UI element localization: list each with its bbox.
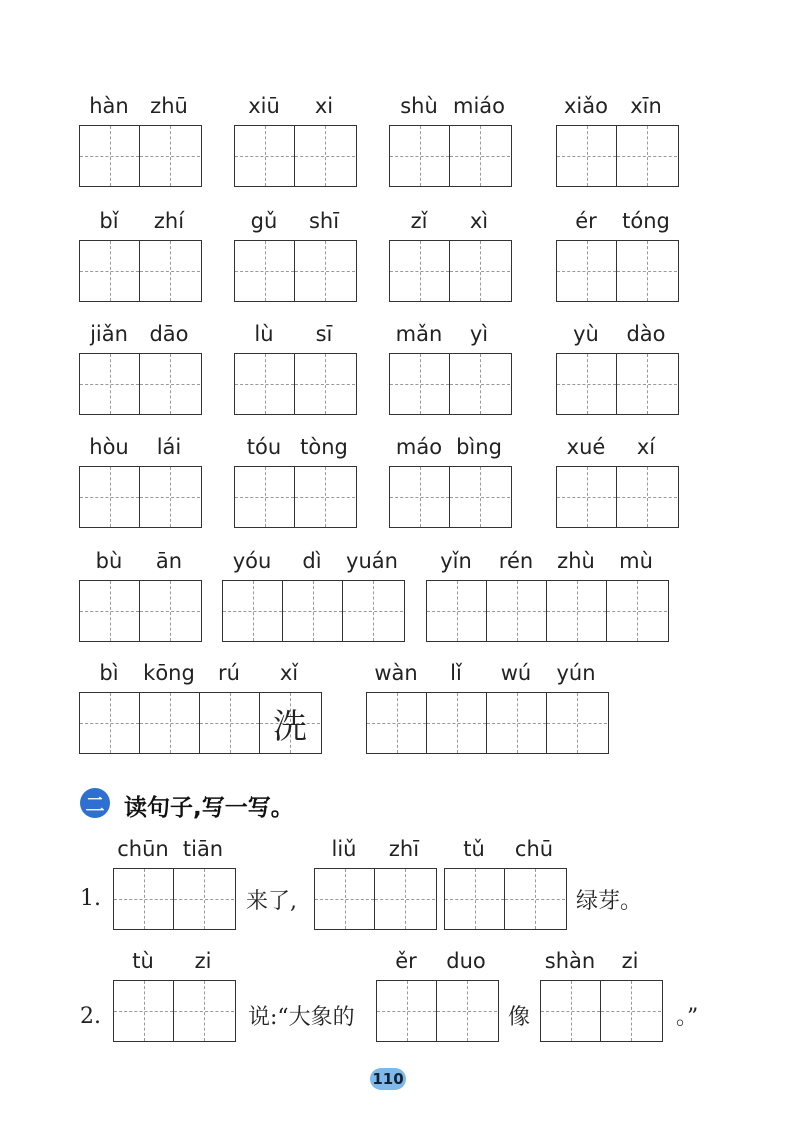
pinyin-label: yù	[573, 322, 599, 346]
cell-character	[223, 581, 282, 641]
pinyin-label: yún	[556, 661, 596, 685]
writing-cell[interactable]	[450, 467, 510, 527]
word-box-group	[389, 125, 512, 187]
cell-character	[450, 126, 510, 186]
pinyin-label: xǐ	[279, 661, 299, 685]
sentence-number: 2.	[80, 1004, 101, 1029]
cell-character	[557, 467, 616, 527]
writing-cell[interactable]	[445, 869, 505, 929]
pinyin-label: lǐ	[450, 661, 462, 685]
pinyin-label: rú	[218, 661, 240, 685]
writing-cell[interactable]	[367, 693, 427, 753]
word-box-group	[234, 466, 357, 528]
word-box-group	[79, 692, 322, 754]
section-number: 二	[85, 793, 105, 816]
cell-character	[283, 581, 342, 641]
cell-character	[390, 126, 449, 186]
writing-cell[interactable]	[557, 126, 617, 186]
writing-cell[interactable]	[343, 581, 403, 641]
cell-character	[557, 126, 616, 186]
pinyin-label: lái	[156, 435, 182, 459]
cell-character	[140, 126, 200, 186]
pinyin-label: tiān	[182, 837, 224, 861]
cell-character	[487, 693, 546, 753]
pinyin-label: yóu	[232, 549, 272, 573]
pinyin-label: duo	[446, 949, 486, 973]
cell-character	[140, 467, 200, 527]
cell-character	[427, 581, 486, 641]
writing-cell[interactable]	[295, 354, 355, 414]
writing-cell[interactable]	[450, 354, 510, 414]
writing-cell[interactable]	[377, 981, 437, 1041]
writing-cell[interactable]	[295, 467, 355, 527]
pinyin-label: wú	[500, 661, 532, 685]
cell-character	[140, 241, 200, 301]
writing-cell[interactable]	[114, 981, 174, 1041]
writing-cell[interactable]	[140, 581, 200, 641]
pinyin-label: chū	[514, 837, 554, 861]
word-box-group	[556, 125, 679, 187]
pinyin-label: chūn	[117, 837, 169, 861]
pinyin-label: bìng	[456, 435, 502, 459]
writing-cell[interactable]	[295, 126, 355, 186]
cell-character	[547, 693, 607, 753]
pinyin-label: hòu	[89, 435, 129, 459]
sentence-box-group	[376, 980, 499, 1042]
writing-cell[interactable]	[260, 693, 320, 753]
pinyin-label: bì	[99, 661, 119, 685]
cell-character	[80, 693, 139, 753]
word-box-group	[79, 240, 202, 302]
pinyin-label: bù	[95, 549, 123, 573]
writing-cell[interactable]	[450, 126, 510, 186]
pinyin-label: zi	[194, 949, 212, 973]
pinyin-label: máo	[395, 435, 443, 459]
cell-character	[367, 693, 426, 753]
sentence-text: 。”	[676, 1005, 699, 1030]
cell-character	[295, 126, 355, 186]
writing-cell[interactable]	[80, 126, 140, 186]
writing-cell[interactable]	[487, 693, 547, 753]
pinyin-label: zhí	[153, 209, 185, 233]
writing-cell[interactable]	[80, 581, 140, 641]
cell-character	[140, 693, 199, 753]
writing-cell[interactable]	[505, 869, 565, 929]
sentence-text: 来了,	[246, 889, 297, 914]
cell-character	[607, 581, 667, 641]
word-box-group	[79, 580, 202, 642]
writing-cell[interactable]	[390, 241, 450, 301]
word-box-group	[556, 240, 679, 302]
word-box-group	[556, 466, 679, 528]
word-box-group	[426, 580, 669, 642]
writing-cell[interactable]	[315, 869, 375, 929]
pinyin-label: yuán	[346, 549, 398, 573]
cell-character	[295, 467, 355, 527]
cell-character	[140, 354, 200, 414]
pinyin-label: shàn	[544, 949, 596, 973]
writing-cell[interactable]	[450, 241, 510, 301]
pinyin-label: liǔ	[331, 837, 357, 861]
word-box-group	[79, 353, 202, 415]
word-box-group	[234, 353, 357, 415]
pinyin-label: zhū	[150, 94, 188, 118]
cell-character	[617, 126, 677, 186]
word-box-group	[79, 466, 202, 528]
pinyin-label: miáo	[452, 94, 505, 118]
sentence-text: 像	[508, 1005, 531, 1030]
pinyin-label: shù	[400, 94, 438, 118]
pinyin-label: mǎn	[395, 322, 443, 346]
writing-cell[interactable]	[174, 869, 234, 929]
writing-cell[interactable]	[114, 869, 174, 929]
writing-cell[interactable]	[80, 467, 140, 527]
word-box-group	[79, 125, 202, 187]
word-box-group	[556, 353, 679, 415]
writing-cell[interactable]	[390, 354, 450, 414]
pinyin-label: dì	[302, 549, 322, 573]
writing-cell[interactable]	[547, 581, 607, 641]
writing-cell[interactable]	[427, 693, 487, 753]
writing-cell[interactable]	[140, 126, 200, 186]
sentence-box-group	[113, 868, 236, 930]
cell-character	[390, 354, 449, 414]
word-box-group	[389, 466, 512, 528]
sentence-text: 绿芽。	[576, 889, 643, 914]
pinyin-label: yǐn	[440, 549, 472, 573]
writing-cell[interactable]	[547, 693, 607, 753]
writing-cell[interactable]	[235, 354, 295, 414]
word-box-group	[389, 353, 512, 415]
pinyin-label: lù	[254, 322, 274, 346]
writing-cell[interactable]	[140, 693, 200, 753]
writing-cell[interactable]	[607, 581, 667, 641]
writing-cell[interactable]	[617, 241, 677, 301]
cell-character	[427, 693, 486, 753]
cell-character	[235, 241, 294, 301]
writing-cell[interactable]	[541, 981, 601, 1041]
pinyin-label: gǔ	[250, 209, 278, 233]
cell-character	[450, 241, 510, 301]
pinyin-label: tù	[132, 949, 154, 973]
pinyin-label: jiǎn	[90, 322, 128, 346]
cell-character	[140, 581, 200, 641]
pinyin-label: kōng	[143, 661, 195, 685]
pinyin-label: mù	[619, 549, 653, 573]
writing-cell[interactable]	[375, 869, 435, 929]
writing-cell[interactable]	[223, 581, 283, 641]
pinyin-label: xué	[566, 435, 606, 459]
pinyin-label: rén	[498, 549, 534, 573]
writing-cell[interactable]	[174, 981, 234, 1041]
writing-cell[interactable]	[235, 126, 295, 186]
page-number: 110	[370, 1068, 406, 1090]
pinyin-label: zi	[621, 949, 639, 973]
cell-character	[235, 467, 294, 527]
pinyin-label: wàn	[374, 661, 418, 685]
pinyin-label: xì	[469, 209, 489, 233]
writing-cell[interactable]	[200, 693, 260, 753]
word-box-group	[234, 125, 357, 187]
word-box-group	[366, 692, 609, 754]
cell-character	[450, 467, 510, 527]
writing-cell[interactable]	[140, 241, 200, 301]
section-number-badge	[80, 788, 110, 818]
writing-cell[interactable]	[235, 467, 295, 527]
pinyin-label: tòng	[300, 435, 348, 459]
sentence-box-group	[540, 980, 663, 1042]
pinyin-label: xí	[636, 435, 656, 459]
pinyin-label: tóng	[622, 209, 670, 233]
section-title: 读句子,写一写。	[124, 795, 294, 821]
writing-cell[interactable]	[617, 467, 677, 527]
pinyin-label: ān	[155, 549, 183, 573]
pinyin-label: zǐ	[410, 209, 428, 233]
writing-cell[interactable]	[617, 354, 677, 414]
word-box-group	[234, 240, 357, 302]
pinyin-label: xīn	[630, 94, 662, 118]
cell-character	[390, 241, 449, 301]
cell-character	[235, 126, 294, 186]
pinyin-label: dāo	[149, 322, 189, 346]
sentence-number: 1.	[80, 886, 101, 911]
writing-cell[interactable]	[617, 126, 677, 186]
writing-cell[interactable]	[437, 981, 497, 1041]
writing-cell[interactable]	[295, 241, 355, 301]
pinyin-label: xiū	[248, 94, 280, 118]
cell-character	[617, 241, 677, 301]
pinyin-label: shī	[308, 209, 340, 233]
cell-character	[617, 467, 677, 527]
cell-character	[295, 354, 355, 414]
pinyin-label: zhù	[557, 549, 595, 573]
pinyin-label: ér	[575, 209, 597, 233]
word-box-group	[222, 580, 405, 642]
pinyin-label: bǐ	[99, 209, 119, 233]
pinyin-label: hàn	[89, 94, 129, 118]
sentence-box-group	[444, 868, 567, 930]
writing-cell[interactable]	[557, 467, 617, 527]
cell-character	[200, 693, 259, 753]
pinyin-label: tóu	[246, 435, 282, 459]
writing-cell[interactable]	[487, 581, 547, 641]
pinyin-label: xiǎo	[564, 94, 608, 118]
sentence-box-group	[113, 980, 236, 1042]
cell-character	[80, 581, 139, 641]
writing-cell[interactable]	[283, 581, 343, 641]
cell-character	[450, 354, 510, 414]
cell-character	[80, 354, 139, 414]
pinyin-label: tǔ	[463, 837, 485, 861]
pinyin-label: dào	[626, 322, 666, 346]
cell-character	[547, 581, 606, 641]
writing-cell[interactable]	[140, 467, 200, 527]
cell-character	[295, 241, 355, 301]
writing-cell[interactable]	[557, 354, 617, 414]
pinyin-label: yì	[469, 322, 489, 346]
pinyin-label: ěr	[395, 949, 417, 973]
pinyin-label: zhī	[388, 837, 420, 861]
cell-character	[557, 241, 616, 301]
writing-cell[interactable]	[557, 241, 617, 301]
writing-cell[interactable]	[601, 981, 661, 1041]
writing-cell[interactable]	[427, 581, 487, 641]
cell-character: 洗	[273, 706, 307, 747]
cell-character	[80, 467, 139, 527]
cell-character	[80, 241, 139, 301]
cell-character	[80, 126, 139, 186]
word-box-group	[389, 240, 512, 302]
pinyin-label: xi	[314, 94, 334, 118]
cell-character	[487, 581, 546, 641]
cell-character	[390, 467, 449, 527]
pinyin-label: sī	[315, 322, 333, 346]
writing-cell[interactable]	[235, 241, 295, 301]
writing-cell[interactable]	[390, 126, 450, 186]
sentence-box-group	[314, 868, 437, 930]
writing-cell[interactable]	[140, 354, 200, 414]
writing-cell[interactable]	[80, 693, 140, 753]
cell-character	[617, 354, 677, 414]
writing-cell[interactable]	[390, 467, 450, 527]
sentence-text: 说:“大象的	[248, 1005, 355, 1030]
writing-cell[interactable]	[80, 241, 140, 301]
cell-character	[235, 354, 294, 414]
writing-cell[interactable]	[80, 354, 140, 414]
cell-character	[557, 354, 616, 414]
cell-character	[343, 581, 403, 641]
